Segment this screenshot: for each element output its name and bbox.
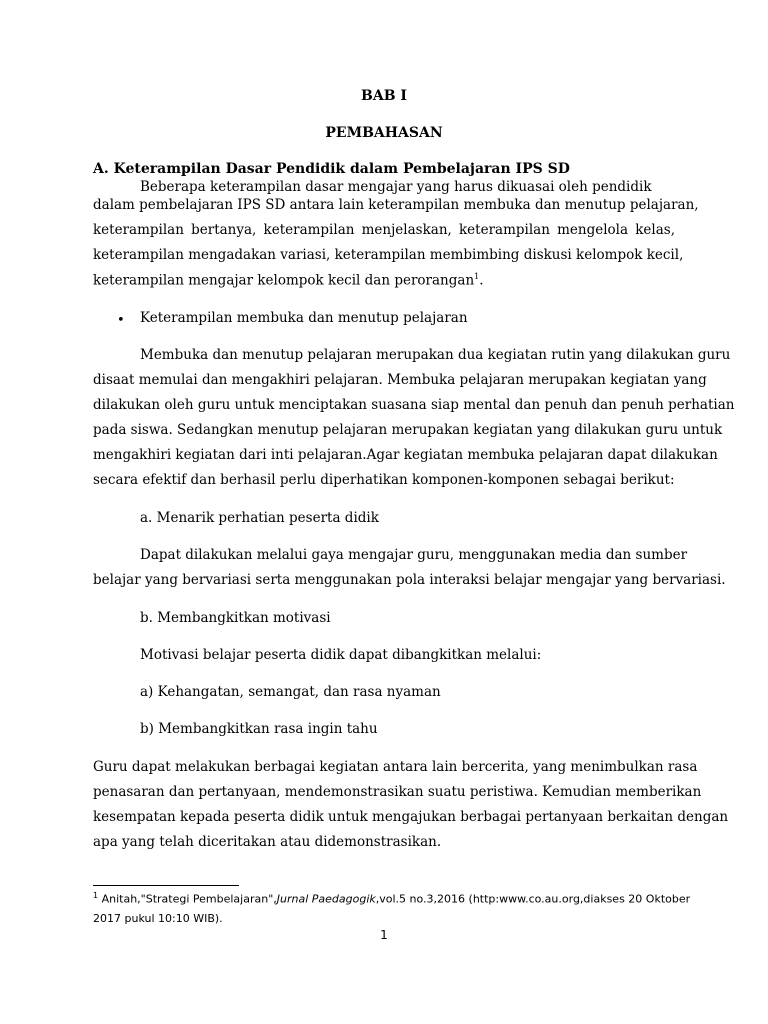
- para-membuka-line-4: pada siswa. Sedangkan menutup pelajaran merupakan kegiatan yang dilakukan guru untuk: [93, 422, 723, 438]
- para-guru-line-1: Guru dapat melakukan berbagai kegiatan antara lain bercerita, yang menimbulkan rasa: [93, 759, 698, 775]
- sub-item-b: b) Membangkitkan rasa ingin tahu: [140, 721, 378, 737]
- footnote-line-1: [93, 891, 691, 906]
- item-a-label: a. Menarik perhatian peserta didik: [140, 510, 379, 526]
- section-a-line-1: Beberapa keterampilan dasar mengajar yang harus dikuasai oleh pendidik: [140, 179, 652, 195]
- section-a-line-5-text: keterampilan mengajar kelompok kecil dan perorangan: [93, 272, 475, 289]
- footnote-author-title: Anitah,"Strategi Pembelajaran",: [101, 892, 277, 906]
- para-a-line-2: belajar yang bervariasi serta menggunakan pola interaksi belajar mengajar yang bervariasi.: [93, 572, 726, 588]
- section-a-end-punct: .: [479, 272, 484, 289]
- sub-item-a: a) Kehangatan, semangat, dan rasa nyaman: [140, 684, 441, 700]
- para-membuka-line-6: secara efektif dan berhasil perlu diperhatikan komponen-komponen sebagai berikut:: [93, 472, 675, 488]
- para-membuka-line-5: mengakhiri kegiatan dari inti pelajaran.Agar kegiatan membuka pelajaran dapat dilakukan: [93, 447, 718, 463]
- footnote-reference[interactable]: 1: [474, 272, 480, 281]
- item-b-label: b. Membangkitkan motivasi: [140, 610, 331, 626]
- para-guru-line-2: penasaran dan pertanyaan, mendemonstrasikan suatu peristiwa. Kemudian memberikan: [93, 784, 702, 800]
- para-membuka-line-1: Membuka dan menutup pelajaran merupakan dua kegiatan rutin yang dilakukan guru: [140, 347, 731, 363]
- chapter-heading: BAB I: [361, 88, 407, 104]
- section-a-line-5: [93, 272, 484, 289]
- para-guru-line-4: apa yang telah diceritakan atau didemonstrasikan.: [93, 834, 442, 850]
- footnote-details: ,vol.5 no.3,2016 (http:www.co.au.org,diakses 20 Oktober: [375, 892, 691, 906]
- para-guru-line-3: kesempatan kepada peserta didik untuk mengajukan berbagai pertanyaan berkaitan dengan: [93, 809, 729, 825]
- bullet-symbol: •: [117, 313, 125, 328]
- para-membuka-line-3: dilakukan oleh guru untuk menciptakan suasana siap mental dan penuh dan penuh perhatian: [93, 397, 735, 413]
- footnote-separator: [93, 885, 239, 886]
- para-a-line-1: Dapat dilakukan melalui gaya mengajar guru, menggunakan media dan sumber: [140, 547, 688, 563]
- section-a-line-2: dalam pembelajaran IPS SD antara lain keterampilan membuka dan menutup pelajaran,: [93, 197, 699, 213]
- footnote-number: 1: [93, 891, 99, 900]
- section-a-line-3: keterampilan bertanya, keterampilan menjelaskan, keterampilan mengelola kelas,: [93, 222, 675, 238]
- footnote-journal: Jurnal Paedagogik: [276, 892, 376, 906]
- bullet-text: Keterampilan membuka dan menutup pelajaran: [140, 310, 468, 326]
- chapter-title: PEMBAHASAN: [325, 125, 443, 141]
- section-a-title: A. Keterampilan Dasar Pendidik dalam Pembelajaran IPS SD: [93, 161, 570, 177]
- para-membuka-line-2: disaat memulai dan mengakhiri pelajaran. Membuka pelajaran merupakan kegiatan yang: [93, 372, 707, 388]
- footnote-line-2: 2017 pukul 10:10 WIB).: [93, 912, 223, 925]
- section-a-line-4: keterampilan mengadakan variasi, keterampilan membimbing diskusi kelompok kecil,: [93, 247, 684, 263]
- page-number: 1: [380, 928, 388, 942]
- para-motivasi: Motivasi belajar peserta didik dapat dibangkitkan melalui:: [140, 647, 542, 663]
